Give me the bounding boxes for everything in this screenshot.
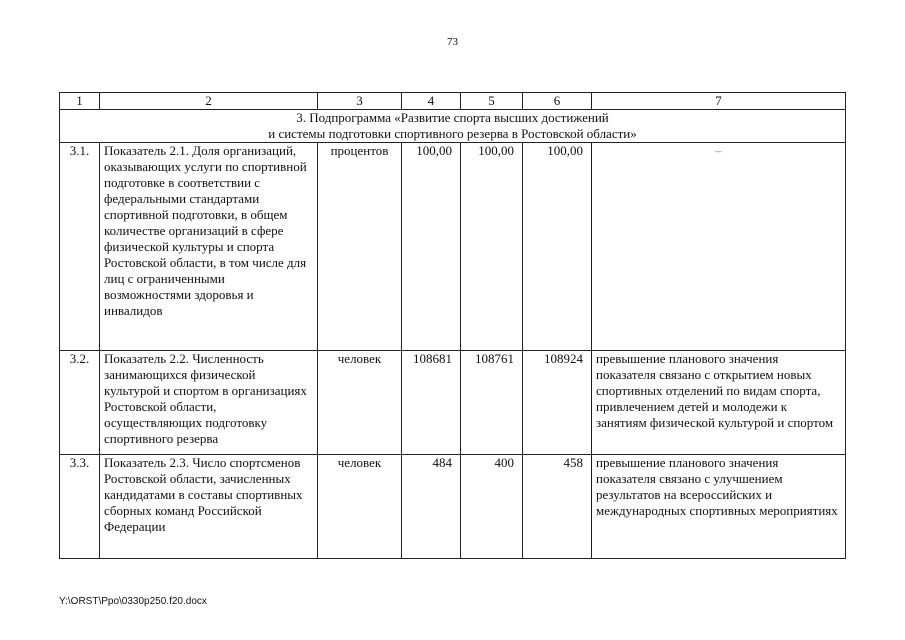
value-cell: 484 [402,455,461,559]
table-row [60,455,846,559]
page-number: 73 [447,36,458,48]
unit-cell: человек [318,351,402,455]
table-row [60,351,846,455]
unit-cell: человек [318,455,402,559]
comment-cell: – [592,143,846,351]
unit-cell: процентов [318,143,402,351]
column-header: 2 [100,93,318,110]
indicator-text: Показатель 2.2. Численность занимающихся физической культурой и спортом в организациях Ростовской области, осуществляющих подготовку спортивного резерва [100,351,318,455]
column-header: 4 [402,93,461,110]
column-header: 7 [592,93,846,110]
value-cell: 458 [523,455,592,559]
value-cell: 100,00 [523,143,592,351]
column-header: 5 [461,93,523,110]
indicators-table [59,92,846,559]
section-title-row [60,110,846,143]
file-path-footer: Y:\ORST\Ppo\0330p250.f20.docx [59,596,207,607]
column-header: 6 [523,93,592,110]
column-header: 3 [318,93,402,110]
row-number: 3.2. [60,351,100,455]
value-cell: 100,00 [402,143,461,351]
row-number: 3.1. [60,143,100,351]
value-cell: 108681 [402,351,461,455]
table-row [60,143,846,351]
section-title-line: и системы подготовки спортивного резерва в Ростовской области» [268,126,637,141]
comment-cell: превышение планового значения показателя связано с улучшением результатов на всероссийских и международных спортивных мероприятиях [592,455,846,559]
section-title [60,110,846,143]
indicator-text: Показатель 2.1. Доля организаций, оказывающих услуги по спортивной подготовке в соответствии с федеральными стандартами спортивной подготовки, в общем количестве организаций в сфере физической культуры и спорта Ростовской области, в том числе для лиц с ограниченными возможностями здоровья и инвалидов [100,143,318,351]
column-header: 1 [60,93,100,110]
value-cell: 400 [461,455,523,559]
indicator-text: Показатель 2.3. Число спортсменов Ростовской области, зачисленных кандидатами в составы спортивных сборных команд Российской Федерации [100,455,318,559]
value-cell: 108924 [523,351,592,455]
column-number-row [60,93,846,110]
comment-cell: превышение планового значения показателя связано с открытием новых спортивных отделений по видам спорта, привлечением детей и молодежи к занятиям физической культурой и спортом [592,351,846,455]
row-number: 3.3. [60,455,100,559]
value-cell: 100,00 [461,143,523,351]
section-title-line: 3. Подпрограмма «Развитие спорта высших достижений [296,110,609,125]
value-cell: 108761 [461,351,523,455]
